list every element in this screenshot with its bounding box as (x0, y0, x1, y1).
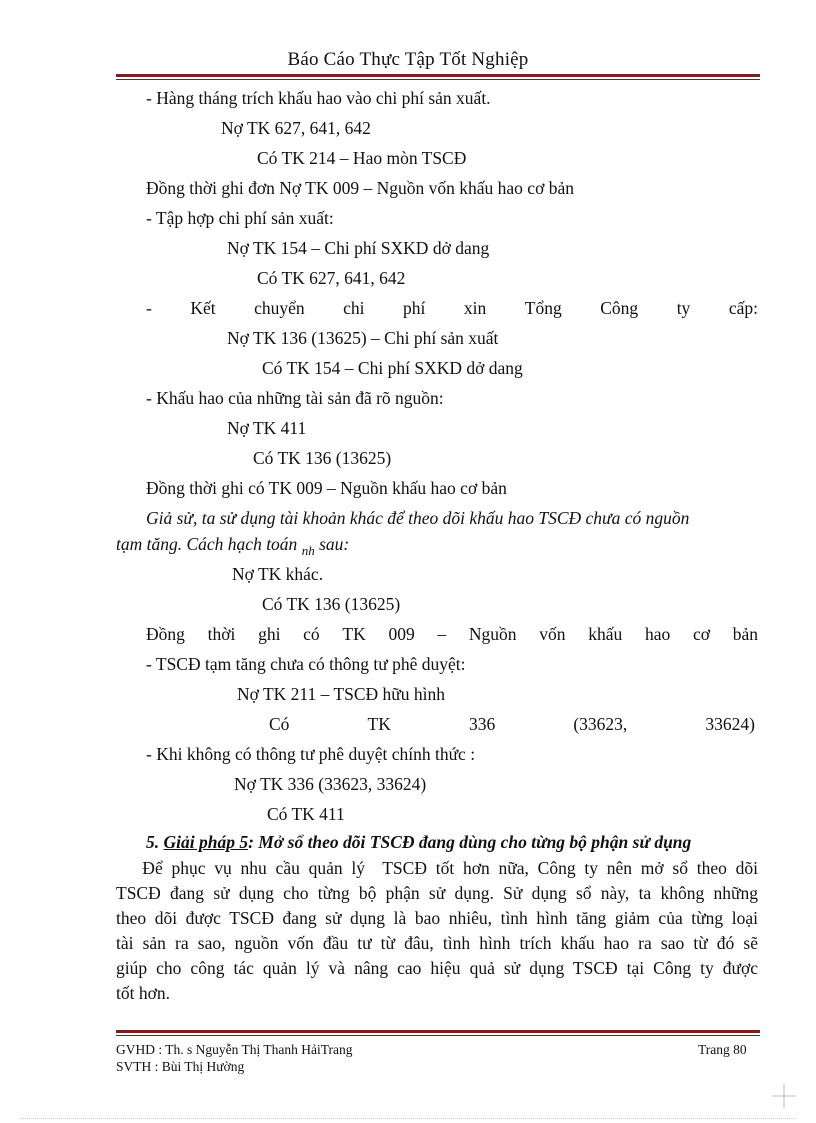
page-number: Trang 80 (698, 1042, 747, 1057)
paragraph-line: Để phục vụ nhu cầu quản lý TSCĐ tốt hơn nữa, Công ty nên mở sổ theo dõi (116, 858, 758, 878)
corner-mark-icon (772, 1084, 796, 1108)
justified-line (269, 714, 755, 734)
word: thời (207, 624, 236, 644)
word: Nguồn (468, 624, 517, 644)
justified-line (146, 298, 758, 318)
word: 009 (388, 624, 415, 644)
word: ghi (258, 624, 281, 644)
word: cơ (692, 624, 710, 644)
text-line: Có TK 136 (13625) (253, 448, 392, 468)
subscript-text: nh (301, 543, 315, 558)
word: có (303, 624, 320, 644)
word: ty (676, 298, 691, 318)
word: TK (342, 624, 366, 644)
text-line: Có TK 411 (267, 804, 345, 824)
text-fragment: sau: (314, 534, 350, 554)
text-line: - Hàng tháng trích khấu hao vào chi phí sản xuất. (146, 88, 491, 108)
text-line: - Khấu hao của những tài sản đã rõ nguồn: (146, 388, 444, 408)
text-line: - TSCĐ tạm tăng chưa có thông tư phê duyệt: (146, 654, 466, 674)
word: Kết (190, 298, 216, 318)
paragraph-line: tài sản ra sao, nguồn vốn đầu tư từ đâu, tình hình trích khấu hao ra sao từ đó sẽ (116, 933, 758, 953)
text-line: Có TK 627, 641, 642 (257, 268, 406, 288)
word: Tổng (524, 298, 562, 318)
word: phí (403, 298, 426, 318)
text-line: Nợ TK 136 (13625) – Chi phí sản xuất (227, 328, 499, 348)
section-number: 5. (146, 832, 164, 852)
text-line: Nợ TK 211 – TSCĐ hữu hình (237, 684, 446, 704)
word: xin (463, 298, 487, 318)
text-line: Nợ TK 411 (227, 418, 307, 438)
word: – (437, 624, 447, 644)
word: - (146, 298, 152, 318)
word: TK (367, 714, 391, 734)
word: chuyển (254, 298, 305, 318)
text-line: Đồng thời ghi có TK 009 – Nguồn khấu hao cơ bản (146, 478, 507, 498)
header-rule (116, 74, 760, 80)
section-label: Giải pháp 5 (163, 832, 249, 852)
word: bản (732, 624, 758, 644)
word: 336 (468, 714, 496, 734)
footer-student: SVTH : Bùi Thị Hường (116, 1059, 245, 1074)
word: 33624) (705, 714, 755, 734)
text-line: Đồng thời ghi đơn Nợ TK 009 – Nguồn vốn khấu hao cơ bản (146, 178, 574, 198)
page-edge (20, 1118, 796, 1119)
text-fragment: tạm tăng. Cách hạch toán (116, 534, 302, 554)
text-line: Nợ TK 627, 641, 642 (221, 118, 371, 138)
word: chi (343, 298, 365, 318)
text-line: - Khi không có thông tư phê duyệt chính thức : (146, 744, 476, 764)
word: Công (600, 298, 639, 318)
text-line: - Tập hợp chi phí sản xuất: (146, 208, 334, 228)
paragraph-line: tốt hơn. (116, 983, 170, 1003)
text-line: Nợ TK 336 (33623, 33624) (234, 774, 427, 794)
text-line: Có TK 154 – Chi phí SXKD dở dang (262, 358, 523, 378)
footer-supervisor: GVHD : Th. s Nguyễn Thị Thanh HảiTrang (116, 1042, 353, 1057)
word: (33623, (573, 714, 628, 734)
word: cấp: (728, 298, 758, 318)
word: hao (644, 624, 671, 644)
body-paragraph (116, 856, 758, 1006)
word: vốn (539, 624, 566, 644)
text-line: Có TK 136 (13625) (262, 594, 401, 614)
footer-rule (116, 1030, 760, 1036)
justified-line (146, 624, 758, 644)
text-line: Nợ TK khác. (232, 564, 324, 584)
text-line: Nợ TK 154 – Chi phí SXKD dở dang (227, 238, 490, 258)
paragraph-line: theo dõi được TSCĐ đang sử dụng là bao nhiêu, tình hình tăng giảm của từng loại (116, 908, 758, 928)
section-title: : Mở sổ theo dõi TSCĐ đang dùng cho từng bộ phận sử dụng (248, 832, 692, 852)
paragraph-line: TSCĐ đang sử dụng cho từng bộ phận sử dụng. Sử dụng sổ này, ta không những (116, 883, 758, 903)
word: Có (269, 714, 290, 734)
word: khấu (588, 624, 623, 644)
text-line: Có TK 214 – Hao mòn TSCĐ (257, 148, 467, 168)
section-heading (146, 832, 691, 852)
text-line (116, 534, 349, 556)
text-line: Giả sử, ta sử dụng tài khoản khác để theo dõi khấu hao TSCĐ chưa có nguồn (146, 508, 690, 528)
paragraph-line: giúp cho công tác quản lý và nâng cao hiệu quả sử dụng TSCĐ tại Công ty được (116, 958, 758, 978)
word: Đồng (146, 624, 185, 644)
page-title: Báo Cáo Thực Tập Tốt Nghiệp (287, 49, 529, 70)
